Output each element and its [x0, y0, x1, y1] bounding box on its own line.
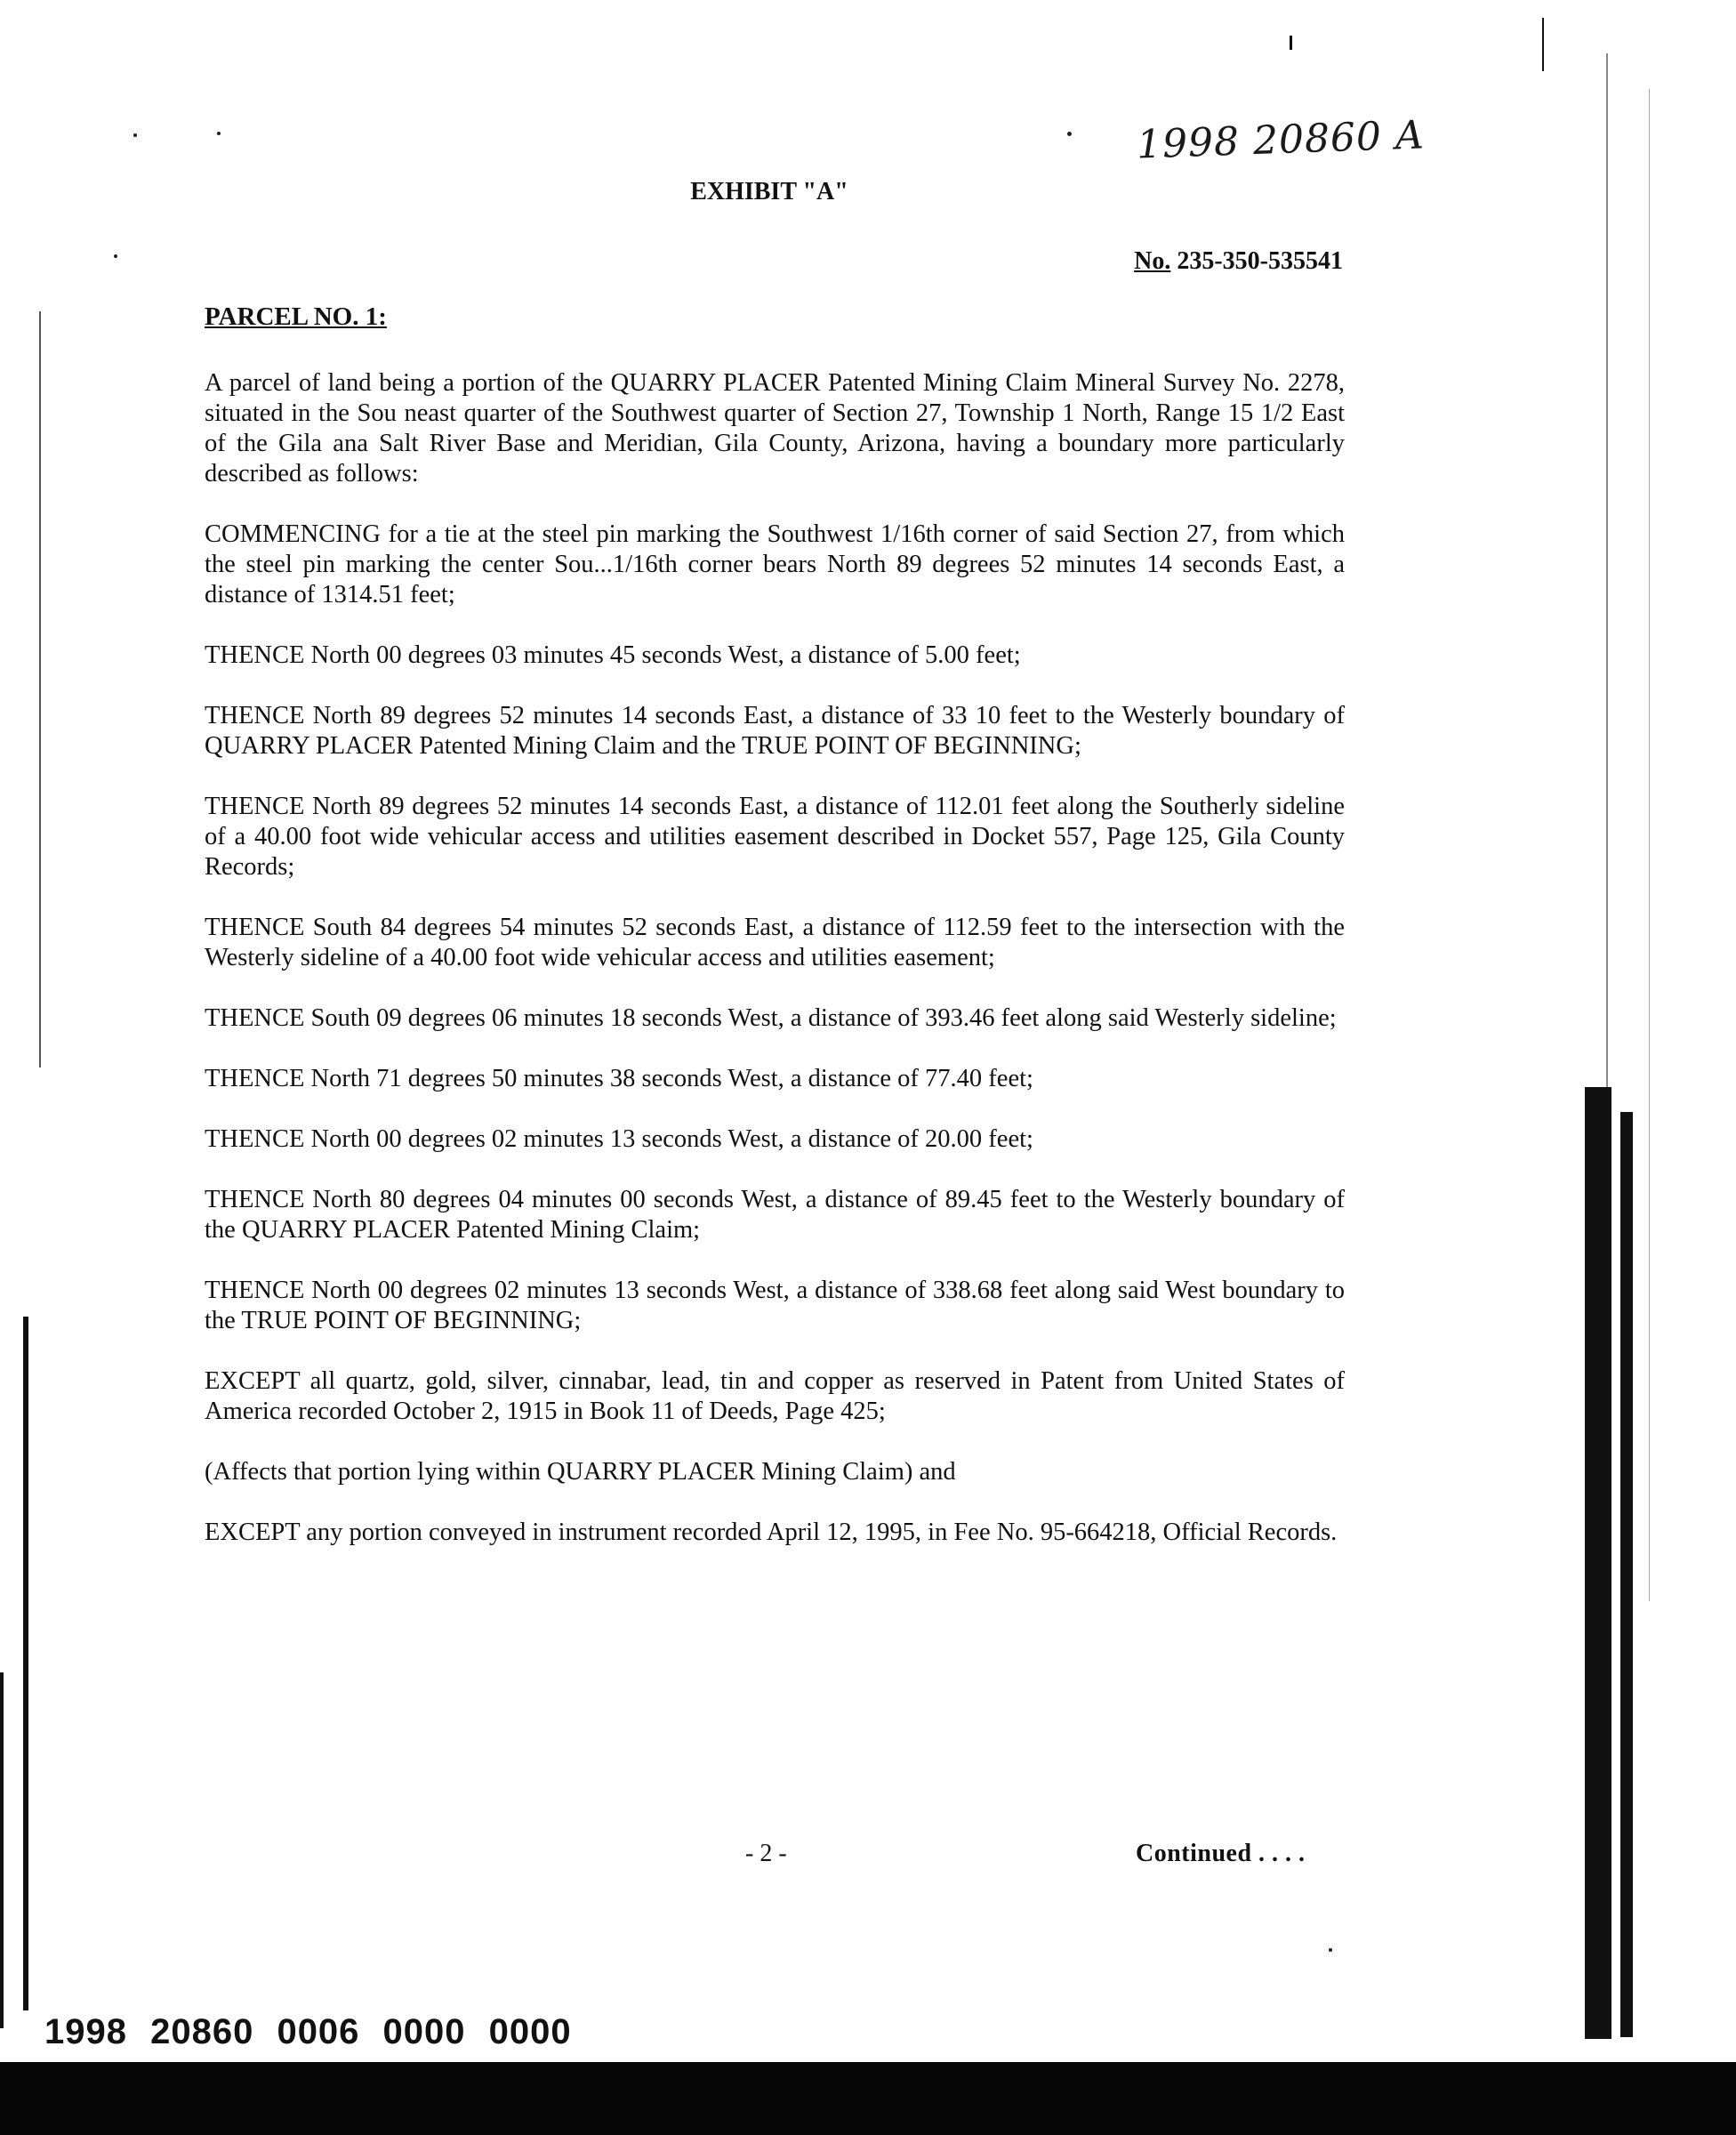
- document-number-value: 235-350-535541: [1177, 247, 1343, 275]
- paragraph-note: (Affects that portion lying within QUARRY PLACER Mining Claim) and: [205, 1458, 956, 1486]
- paragraph-course: THENCE North 00 degrees 03 minutes 45 seconds West, a distance of 5.00 feet;: [205, 641, 1021, 669]
- exhibit-title: EXHIBIT "A": [690, 178, 848, 205]
- scan-speck: [217, 132, 221, 135]
- scan-edge-bar: [0, 1672, 4, 2028]
- scan-edge-bar: [1620, 1112, 1633, 2037]
- scan-edge-bar: [1585, 1087, 1611, 2039]
- paragraph-course: THENCE North 89 degrees 52 minutes 14 seconds East, a distance of 33 10 feet to the Westerly boundary of QUARRY PLACER Patented Mining Claim and the TRUE POINT OF BEGINNING;: [205, 702, 1345, 760]
- scan-speck: [133, 133, 137, 137]
- paragraph-course: THENCE North 80 degrees 04 minutes 00 seconds West, a distance of 89.45 feet to the Westerly boundary of the QUARRY PLACER Patented Mining Claim;: [205, 1186, 1345, 1244]
- continued-label: Continued . . . .: [1136, 1840, 1306, 1867]
- page-number: - 2 -: [745, 1840, 787, 1867]
- scan-bottom-band: [0, 2062, 1736, 2135]
- paragraph-course: THENCE North 00 degrees 02 minutes 13 seconds West, a distance of 20.00 feet;: [205, 1125, 1033, 1153]
- paragraph-course: THENCE South 84 degrees 54 minutes 52 seconds East, a distance of 112.59 feet to the intersection with the Westerly sideline of a 40.00 foot wide vehicular access and utilities easement;: [205, 914, 1345, 971]
- paragraph-course: THENCE North 89 degrees 52 minutes 14 seconds East, a distance of 112.01 feet along the Southerly sideline of a 40.00 foot wide vehicular access and utilities easement described in Docket 557, Page 125, Gila County Records;: [205, 793, 1345, 881]
- scan-speck: [114, 254, 117, 258]
- paragraph-course: THENCE South 09 degrees 06 minutes 18 seconds West, a distance of 393.46 feet along said Westerly sideline;: [205, 1004, 1337, 1032]
- recording-number: 1998 20860 0006 0000 0000: [44, 2012, 572, 2051]
- scan-edge-line: [1290, 36, 1292, 50]
- handwritten-record-number: 1998 20860 A: [1136, 112, 1426, 168]
- scan-edge-line: [1649, 89, 1650, 1601]
- paragraph-course: THENCE North 71 degrees 50 minutes 38 seconds West, a distance of 77.40 feet;: [205, 1065, 1033, 1092]
- paragraph-exception: EXCEPT all quartz, gold, silver, cinnabar, lead, tin and copper as reserved in Patent from United States of America recorded October 2, 1915 in Book 11 of Deeds, Page 425;: [205, 1367, 1345, 1425]
- paragraph-commencing: COMMENCING for a tie at the steel pin marking the Southwest 1/16th corner of said Section 27, from which the steel pin marking the center Sou...1/16th corner bears North 89 degrees 52 minutes 14 seconds East, a distance of 1314.51 feet;: [205, 520, 1345, 608]
- document-number: [1134, 247, 1343, 276]
- paragraph-course: THENCE North 00 degrees 02 minutes 13 seconds West, a distance of 338.68 feet along said West boundary to the TRUE POINT OF BEGINNING;: [205, 1277, 1345, 1334]
- scan-speck: [1067, 132, 1072, 136]
- scan-speck: [1329, 1948, 1332, 1952]
- document-number-label: No.: [1134, 247, 1171, 275]
- paragraph-intro: A parcel of land being a portion of the QUARRY PLACER Patented Mining Claim Mineral Survey No. 2278, situated in the Sou neast quarter of the Southwest quarter of Section 27, Township 1 North, Range 15 1/2 East of the Gila ana Salt River Base and Meridian, Gila County, Arizona, having a boundary more particularly described as follows:: [205, 369, 1345, 487]
- paragraph-exception: EXCEPT any portion conveyed in instrument recorded April 12, 1995, in Fee No. 95-664218, Official Records.: [205, 1519, 1338, 1546]
- parcel-heading: PARCEL NO. 1:: [205, 302, 387, 331]
- scan-edge-line: [39, 311, 41, 1068]
- scan-edge-bar: [23, 1317, 28, 2010]
- legal-description: [205, 368, 1345, 1578]
- scan-edge-line: [1542, 18, 1544, 71]
